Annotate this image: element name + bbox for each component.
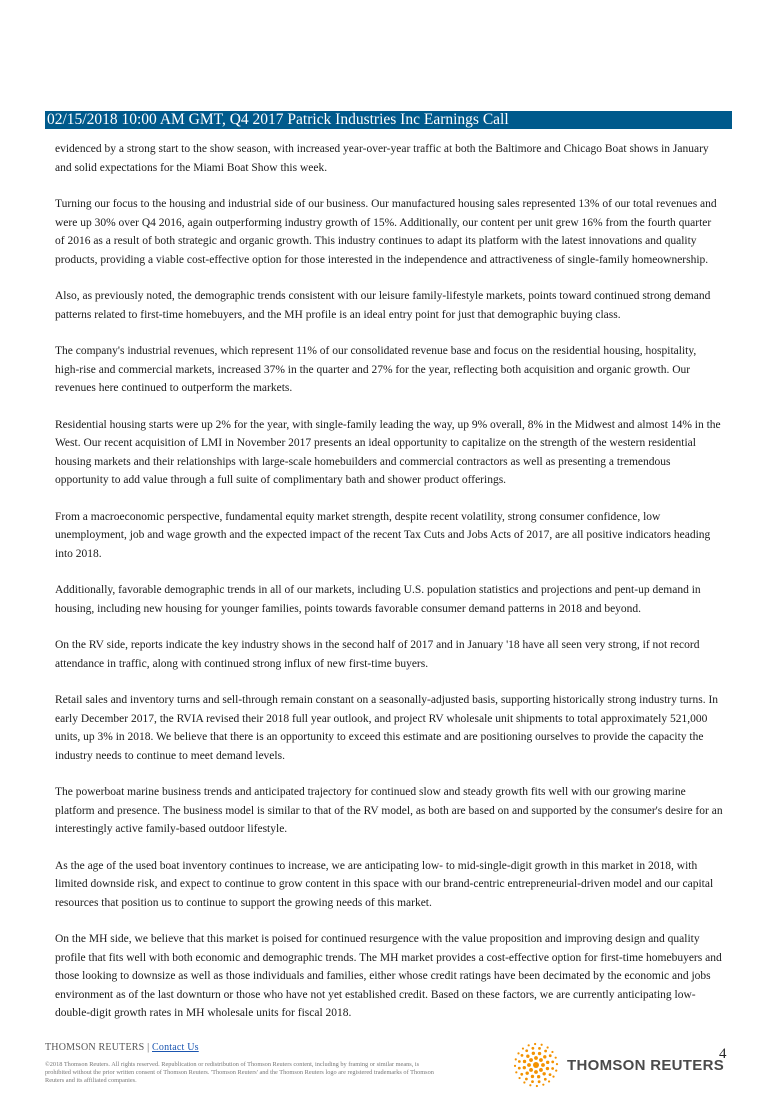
transcript-header-bar <box>45 111 732 129</box>
footer <box>45 1042 445 1085</box>
thomson-reuters-dot-sphere-icon <box>511 1042 561 1088</box>
footer-brand-line <box>45 1042 445 1053</box>
page-number: 4 <box>719 1046 727 1062</box>
paragraph: The company's industrial revenues, which represent 11% of our consolidated revenue base and focus on the residential housing, hospitality, high-rise and commercial markets, increased 37% in the quarter and 27% for the year, reflecting both acquisition and organic growth. Our revenues here continued to outperform the markets. <box>55 345 697 394</box>
thomson-reuters-logo <box>511 1042 724 1088</box>
paragraph: The powerboat marine business trends and anticipated trajectory for continued slow and steady growth fits well with our growing marine platform and presence. The business model is similar to that of the RV model, as both are based on and supported by the consumer's desire for an interestingly active family-based outdoor lifestyle. <box>55 786 723 835</box>
footer-separator: | <box>144 1042 153 1053</box>
paragraph: From a macroeconomic perspective, fundamental equity market strength, despite recent volatility, strong consumer confidence, low unemployment, job and wage growth and the expected impact of the recent Tax Cuts and Jobs Acts of 2017, are all positive indicators heading into 2018. <box>55 510 711 560</box>
paragraph: Retail sales and inventory turns and sell-through remain constant on a seasonally-adjusted basis, supporting historically strong industry turns. In early December 2017, the RVIA revised their 2018 full year outlook, and project RV wholesale unit shipments to total approximately 521,000 units, up 3% in 2018. We believe that there is an opportunity to exceed this estimate and are positioning ourselves to provide the capacity the industry needs to continue to meet demand levels. <box>55 694 719 762</box>
logo-text: THOMSON REUTERS <box>567 1056 725 1074</box>
paragraph: As the age of the used boat inventory continues to increase, we are anticipating low- to mid-single-digit growth in this market in 2018, with limited downside risk, and expect to continue to grow content in this space with our brand-centric entrepreneurial-driven model and our capital resources that position us to continue to support the growing needs of this market. <box>55 859 714 909</box>
paragraph: On the RV side, reports indicate the key industry shows in the second half of 2017 and in January '18 have all seen very strong, if not record attendance in traffic, along with continued strong influx of new first-time buyers. <box>55 639 700 670</box>
paragraph: On the MH side, we believe that this market is poised for continued resurgence with the value proposition and improving design and quality profile that fits well with both economic and demographic trends. The MH market provides a cost-effective option for first-time homebuyers and those looking to downsize as well as those individuals and families, either whose credit ratings have been decimated by the economic and jobs environment as of the last downturn or those who have not yet established credit. Based on these factors, we are currently anticipating low-double-digit growth rates in MH wholesale units for fiscal 2018. <box>55 933 722 1019</box>
paragraph: Also, as previously noted, the demographic trends consistent with our leisure family-lifestyle markets, points toward continued strong demand patterns related to first-time homebuyers, and the MH profile is an ideal entry point for just that demographic buying class. <box>55 290 711 321</box>
transcript-body <box>55 140 723 1041</box>
page-title: 02/15/2018 10:00 AM GMT, Q4 2017 Patrick Industries Inc Earnings Call <box>47 111 509 128</box>
paragraph: Turning our focus to the housing and industrial side of our business. Our manufactured housing sales represented 13% of our total revenues and were up 30% over Q4 2016, again outperforming industry growth of 15%. Additionally, our content per unit grew 16% from the fourth quarter of 2016 as a result of both strategic and organic growth. This industry continues to adapt its platform with the latest innovations and quality products, providing a viable cost-effective option for those interested in the independence and attractiveness of single-family homeownership. <box>55 198 717 266</box>
paragraph: evidenced by a strong start to the show season, with increased year-over-year traffic at both the Baltimore and Chicago Boat shows in January and solid expectations for the Miami Boat Show this week. <box>55 143 709 174</box>
paragraph: Additionally, favorable demographic trends in all of our markets, including U.S. population statistics and projections and pent-up demand in housing, including new housing for younger families, points towards favorable consumer demand patterns in 2018 and beyond. <box>55 584 701 615</box>
paragraph: Residential housing starts were up 2% for the year, with single-family leading the way, up 9% overall, 8% in the Midwest and almost 14% in the West. Our recent acquisition of LMI in November 2017 presents an ideal opportunity to capitalize on the strength of the western residential housing markets and their relationships with large-scale homebuilders and commercial contractors as well as presenting a tremendous opportunity to add value through a full suite of complimentary bath and shower product offerings. <box>55 418 721 486</box>
legal-notice: ©2018 Thomson Reuters. All rights reserved. Republication or redistribution of Thomson Reuters content, including by framing or similar means, is prohibited without the prior written consent of Thomson Reuters. 'Thomson Reuters' and the Thomson Reuters logo are registered trademarks of Thomson Reuters and its affiliated companies. <box>45 1061 434 1084</box>
contact-us-link[interactable]: Contact Us <box>152 1042 199 1053</box>
footer-brand: THOMSON REUTERS <box>45 1042 145 1053</box>
